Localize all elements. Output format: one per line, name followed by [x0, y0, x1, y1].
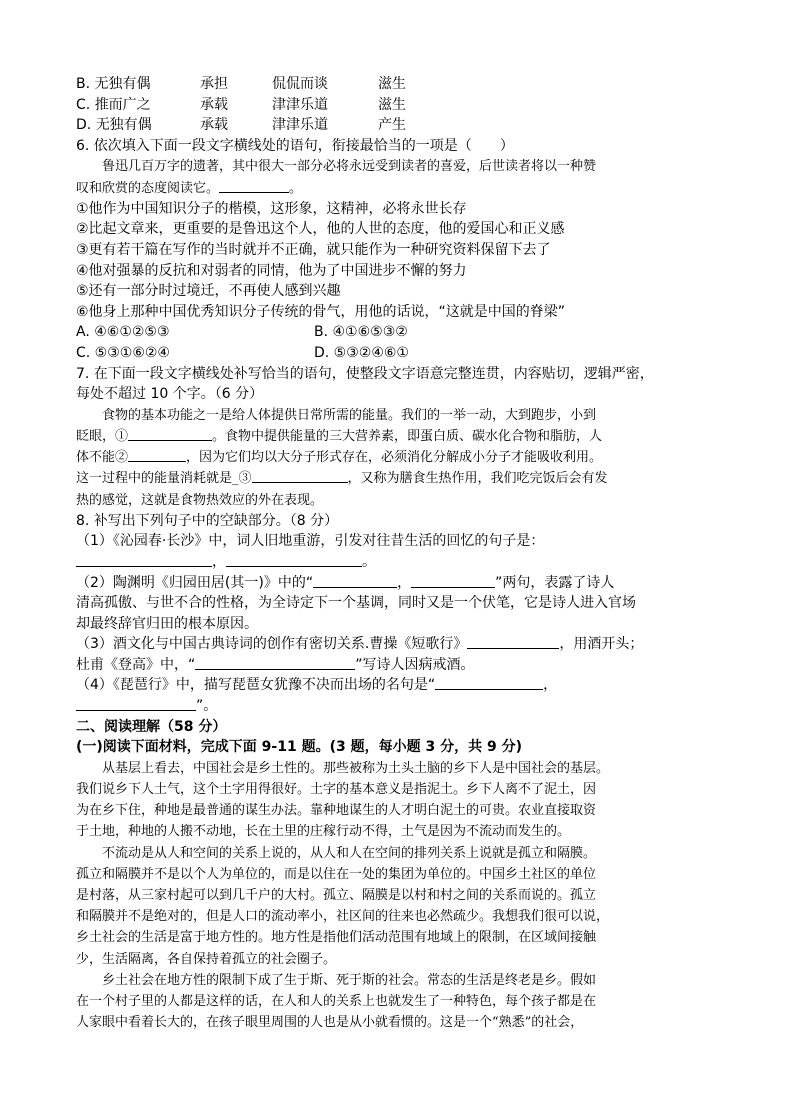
q8-sub-4: （4）《琵琶行》中，描写琵琶女犹豫不决而出场的名句是“ ，: [76, 677, 558, 694]
q5-option-b: [76, 74, 718, 95]
reading-line: 是村落，从三家村起可以到几千户的大村。孤立、隔膜是以村和村之间的关系而说的。孤立: [76, 888, 597, 904]
choice-d[interactable]: D. ⑤③②④⑥①: [314, 344, 409, 361]
q5-option-d: [76, 115, 718, 136]
fill-blank-3[interactable]: [252, 468, 348, 483]
reading-line: 不流动是从人和空间的关系上说的，从人和人在空间的排列关系上说就是孤立和隔膜。: [102, 845, 597, 861]
q7-passage-line: 食物的基本功能之一是给人体提供日常所需的能量。我们的一举一动，大到跑步，小到: [102, 407, 597, 423]
q8-sub-2: （2）陶渊明《归园田居(其一)》中的“ ， ”两句，表露了诗人: [76, 574, 615, 591]
option-word: 滋生: [378, 96, 406, 113]
fill-blank[interactable]: [435, 675, 543, 690]
option-word: 承载: [200, 96, 228, 113]
reading-line: 于土地，种地的人搬不动地，长在土里的庄稼行动不得，土气是因为不流动而发生的。: [76, 824, 571, 840]
q8-sub-2-cont: 清高孤傲、与世不合的性格，为全诗定下一个基调，同时又是一个伏笔，它是诗人进入官场: [76, 595, 636, 612]
fill-blank[interactable]: [76, 552, 212, 567]
q6-choices-row: [76, 322, 718, 343]
fill-blank[interactable]: [195, 655, 355, 670]
fill-blank[interactable]: [467, 634, 559, 649]
choice-a[interactable]: A. ④⑥①②⑤③: [76, 324, 170, 341]
reading-line: 和隔膜并不是绝对的，但是人口的流动率小，社区间的往来也必然疏少。我想我们很可以说，: [76, 909, 610, 925]
choice-c[interactable]: C. ⑤③①⑥②④: [76, 344, 170, 361]
option-word: 津津乐道: [272, 96, 328, 113]
q6-stem: 6. 依次填入下面一段文字横线处的语句，衔接最恰当的一项是（ ）: [76, 137, 514, 154]
choice-b[interactable]: B. ④①⑥⑤③②: [314, 324, 408, 341]
fill-blank[interactable]: [411, 573, 495, 588]
q7-stem: 7. 在下面一段文字横线处补写恰当的语句，使整段文字语意完整连贯，内容贴切，逻辑严密，: [76, 365, 654, 382]
reading-line: 在一个村子里的人都是这样的话，在人和人的关系上也就发生了一种特色，每个孩子都是在: [76, 994, 597, 1010]
reading-line: 孤立和隔膜并不是以个人为单位的，而是以住在一处的集团为单位的。中国乡土社区的单位: [76, 866, 597, 882]
option-word: 承载: [200, 117, 228, 134]
fill-blank-1[interactable]: [128, 426, 212, 441]
question-8: [76, 511, 718, 717]
q7-stem: 每处不超过 10 个字。（6 分）: [76, 386, 264, 403]
q6-item: ⑤还有一部分时过境迁，不再使人感到兴趣: [76, 283, 341, 300]
q6-item: ③更有若干篇在写作的当时就并不正确，就只能作为一种研究资料保留下去了: [76, 241, 551, 258]
q8-sub-1: （1）《沁园春·长沙》中，词人旧地重游，引发对往昔生活的回忆的句子是：: [76, 533, 545, 550]
section-title: 二、阅读理解（58 分）: [76, 718, 227, 735]
fill-blank[interactable]: [226, 552, 362, 567]
q5-options: [76, 74, 718, 136]
reading-line: 乡土社会的生活是富于地方性的。地方性是指他们活动范围有地域上的限制，在区域间接触: [76, 930, 597, 946]
q7-passage-line: 体不能② ，因为它们均以大分子形式存在，必须消化分解成小分子才能吸收利用。: [76, 447, 718, 468]
question-6: [76, 136, 718, 364]
reading-passage: [76, 758, 718, 1034]
option-letter: D.: [76, 117, 92, 134]
reading-line: 少，生活隔离，各自保持着孤立的社会圈子。: [76, 951, 337, 967]
q6-passage-line: 叹和欣赏的态度阅读它。 。: [76, 178, 718, 199]
option-word: 承担: [200, 76, 228, 92]
reading-line: 人家眼中看着长大的，在孩子眼里周围的人也是从小就看惯的。这是一个“熟悉”的社会，: [76, 1015, 584, 1031]
q7-passage-line: 热的感觉，这就是食物热效应的外在表现。: [76, 492, 324, 508]
option-word: 产生: [378, 117, 406, 134]
q8-sub-2-cont: 却最终辞官归田的根本原因。: [76, 615, 258, 632]
option-word: 无独有偶: [94, 76, 151, 92]
fill-blank-2[interactable]: [128, 447, 186, 462]
q6-item: ⑥他身上那种中国优秀知识分子传统的骨气，用他的话说，“这就是中国的脊梁”: [76, 303, 566, 320]
q8-sub-3-cont: 杜甫《登高》中，“ ”写诗人因病戒酒。: [76, 656, 475, 673]
option-word: 津津乐道: [272, 117, 328, 134]
reading-line: 我们说乡下人土气，这个土字用得很好。土字的基本意义是指泥土。乡下人离不了泥土，因: [76, 782, 597, 798]
option-word: 无独有偶: [95, 117, 152, 134]
q6-item: ②比起文章来，更重要的是鲁迅这个人，他的人世的态度，他的爱国心和正义感: [76, 221, 565, 238]
question-7: [76, 364, 718, 511]
fill-blank[interactable]: [313, 573, 397, 588]
reading-line: 为在乡下住，种地是最普通的谋生办法。靠种地谋生的人才明白泥土的可贵。农业直接取资: [76, 803, 597, 819]
q6-choices-row: [76, 343, 718, 364]
fill-blank[interactable]: [219, 178, 289, 193]
option-word: 滋生: [378, 76, 406, 92]
q8-sub-4-cont: ”。: [76, 696, 718, 717]
section-subtitle: (一)阅读下面材料，完成下面 9-11 题。(3 题，每小题 3 分，共 9 分): [76, 739, 522, 756]
reading-line: 从基层上看去，中国社会是乡土性的。那些被称为土头土脑的乡下人是中国社会的基层。: [102, 760, 610, 776]
q8-sub-3: （3）酒文化与中国古典诗词的创作有密切关系.曹操《短歌行》 ，用酒开头；: [76, 636, 644, 653]
reading-line: 乡土社会在地方性的限制下成了生于斯、死于斯的社会。常态的生活是终老是乡。假如: [102, 972, 597, 988]
option-word: 侃侃而谈: [272, 76, 328, 92]
fill-blank[interactable]: [76, 696, 196, 711]
q8-stem: 8. 补写出下列句子中的空缺部分。（8 分）: [76, 512, 339, 529]
q6-item: ①他作为中国知识分子的楷模，这形象，这精神，必将永世长存: [76, 200, 467, 217]
q8-sub-1-blanks: ， 。: [76, 552, 718, 573]
q7-passage-line: 这一过程中的能量消耗就是_③ ，又称为膳食生热作用，我们吃完饭后会有发: [76, 468, 718, 489]
option-word: 推而广之: [94, 96, 151, 113]
q6-item: ④他对强暴的反抗和对弱者的同情，他为了中国进步不懈的努力: [76, 262, 467, 279]
q6-passage-line: 鲁迅几百万字的遗著，其中很大一部分必将永远受到读者的喜爱，后世读者将以一种赞: [102, 159, 597, 175]
option-letter: C.: [76, 96, 91, 113]
section-reading: [76, 717, 718, 1034]
option-letter: B.: [76, 76, 91, 92]
q7-passage-line: 眨眼，① 。食物中提供能量的三大营养素，即蛋白质、碳水化合物和脂肪，人: [76, 426, 718, 447]
q5-option-c: [76, 95, 718, 116]
